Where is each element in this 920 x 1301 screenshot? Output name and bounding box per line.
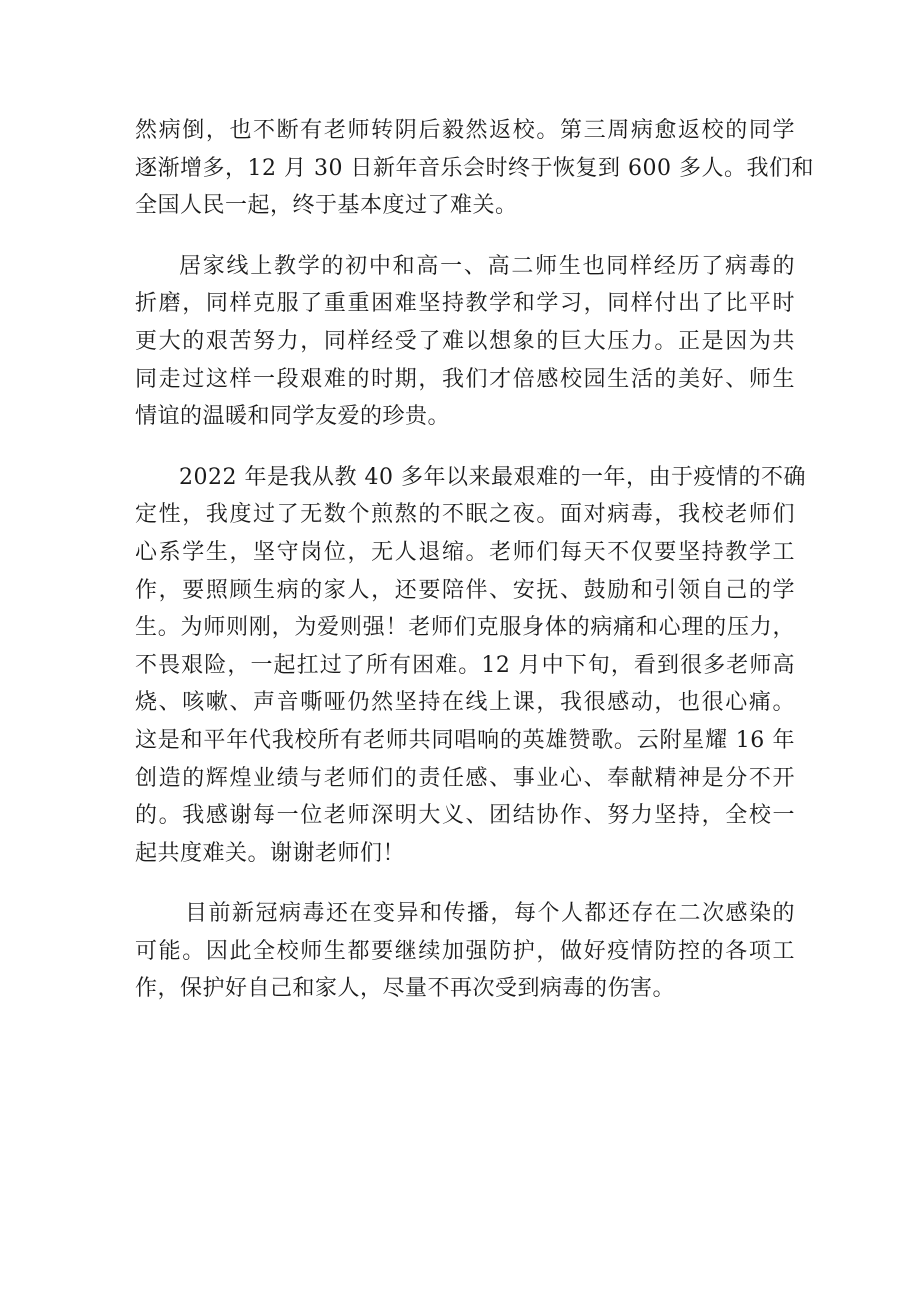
text-line: 烧、咳嗽、声音嘶哑仍然坚持在线上课，我很感动，也很心痛。 (135, 690, 795, 716)
text-line: 逐渐增多，12 月 30 日新年音乐会时终于恢复到 600 多人。我们和 (135, 155, 814, 181)
text-line: 的。我感谢每一位老师深明大义、团结协作、努力坚持，全校一 (135, 803, 795, 829)
text-line: 这是和平年代我校所有老师共同唱响的英雄赞歌。云附星耀 16 年 (135, 727, 795, 753)
text-line: 更大的艰苦努力，同样经受了难以想象的巨大压力。正是因为共 (135, 328, 795, 354)
text-line: 折磨，同样克服了重重困难坚持教学和学习，同样付出了比平时 (135, 291, 795, 317)
text-line: 生。为师则刚，为爱则强！老师们克服身体的病痛和心理的压力， (135, 615, 795, 641)
paragraph-1 (135, 112, 814, 225)
text-line: 2022 年是我从教 40 多年以来最艰难的一年，由于疫情的不确 (179, 464, 806, 490)
paragraph-2 (135, 248, 795, 436)
text-line: 然病倒，也不断有老师转阴后毅然返校。第三周病愈返校的同学 (135, 118, 795, 143)
text-line: 可能。因此全校师生都要继续加强防护，做好疫情防控的各项工 (135, 938, 795, 964)
document-body (135, 112, 814, 1008)
text-line: 作，要照顾生病的家人，还要陪伴、安抚、鼓励和引领自己的学 (135, 577, 795, 603)
text-line: 不畏艰险，一起扛过了所有困难。12 月中下旬，看到很多老师高 (135, 652, 795, 678)
text-line: 创造的辉煌业绩与老师们的责任感、事业心、奉献精神是分不开 (135, 765, 795, 791)
text-line: 目前新冠病毒还在变异和传播，每个人都还存在二次感染的 (185, 901, 795, 927)
text-line: 全国人民一起，终于基本度过了难关。 (135, 193, 518, 219)
text-line: 居家线上教学的初中和高一、高二师生也同样经历了病毒的 (179, 253, 795, 279)
text-line: 心系学生，坚守岗位，无人退缩。老师们每天不仅要坚持教学工 (135, 539, 795, 565)
text-line: 作，保护好自己和家人，尽量不再次受到病毒的伤害。 (135, 976, 676, 1002)
text-line: 定性，我度过了无数个煎熬的不眠之夜。面对病毒，我校老师们 (135, 502, 795, 528)
text-line: 情谊的温暖和同学友爱的珍贵。 (135, 404, 451, 430)
text-line: 起共度难关。谢谢老师们！ (135, 840, 406, 866)
paragraph-3 (135, 459, 806, 873)
text-line: 同走过这样一段艰难的时期，我们才倍感校园生活的美好、师生 (135, 366, 795, 392)
paragraph-4 (135, 895, 795, 1008)
